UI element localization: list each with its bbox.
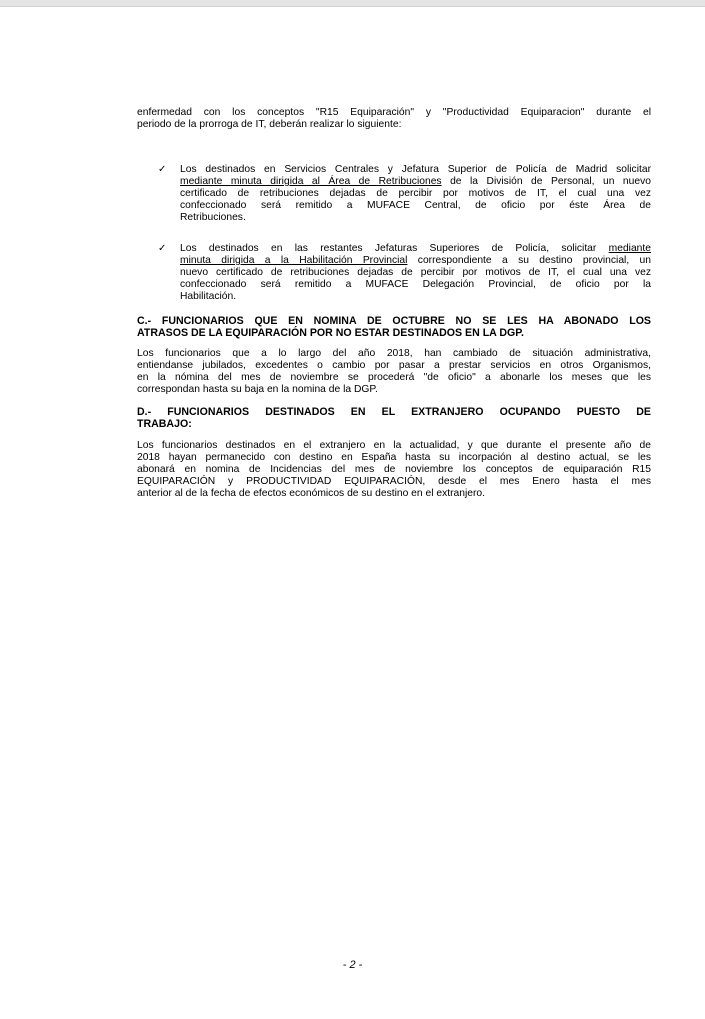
- bullet-line: [180, 176, 651, 188]
- bullet-line: [180, 212, 651, 224]
- underlined-text: minuta dirigida a la Habilitación Provincial: [180, 255, 408, 266]
- viewer-top-bar: [0, 0, 705, 7]
- intro-line: enfermedad con los conceptos "R15 Equiparación" y "Productividad Equiparacion" durante el: [137, 107, 651, 118]
- section-c-line: Los funcionarios que a lo largo del año 2018, han cambiado de situación administrativa,: [137, 348, 651, 359]
- bullet-text: certificado de retribuciones dejadas de percibir por motivos de IT, el cual una vez: [180, 188, 651, 199]
- bullet-text: confeccionado será remitido a MUFACE Central, de oficio por éste Área de: [180, 200, 651, 211]
- section-c-line: en la nómina del mes de noviembre se procederá "de oficio" a abonarle los meses que les: [137, 372, 651, 383]
- page-number: - 2 -: [342, 959, 363, 971]
- section-d-line: EQUIPARACIÓN y PRODUCTIVIDAD EQUIPARACIÓN, desde el mes Enero hasta el mes: [137, 476, 651, 487]
- bullet-text: Los destinados en Servicios Centrales y Jefatura Superior de Policía de Madrid solicitar: [180, 164, 651, 175]
- bullet-line: [180, 255, 651, 267]
- bullet-text: Habilitación.: [180, 291, 237, 302]
- checkmark-icon: ✓: [158, 164, 167, 175]
- section-d-line: anterior al de la fecha de efectos económicos de su destino en el extranjero.: [137, 488, 486, 499]
- section-c-heading: C.- FUNCIONARIOS QUE EN NOMINA DE OCTUBRE NO SE LES HA ABONADO LOS: [137, 315, 651, 327]
- bullet-line: [180, 291, 651, 303]
- bullet-text: Los destinados en las restantes Jefaturas Superiores de Policía, solicitar: [180, 243, 609, 254]
- section-d-heading: D.- FUNCIONARIOS DESTINADOS EN EL EXTRANJERO OCUPANDO PUESTO DE: [137, 406, 651, 418]
- bullet-line: [180, 164, 651, 176]
- section-d-line: abonará en nomina de Incidencias del mes de noviembre los conceptos de equiparación R15: [137, 464, 651, 475]
- section-d-heading: TRABAJO:: [137, 418, 192, 430]
- document-page: [0, 7, 705, 1019]
- underlined-text: mediante: [608, 243, 651, 254]
- bullet-line: [180, 188, 651, 200]
- section-c-line: correspondan hasta su baja en la nomina de la DGP.: [137, 384, 378, 395]
- underlined-text: mediante minuta dirigida al Área de Retribuciones: [180, 176, 442, 187]
- bullet-line: [180, 243, 651, 255]
- section-d-line: 2018 hayan permanecido con destino en España hasta su incorpación al destino actual, se les: [137, 452, 651, 463]
- bullet-line: [180, 200, 651, 212]
- bullet-line: [180, 279, 651, 291]
- bullet-text: confeccionado será remitido a MUFACE Delegación Provincial, de oficio por la: [180, 279, 651, 290]
- bullet-text: correspondiente a su destino provincial, un: [407, 255, 651, 266]
- bullet-text: nuevo certificado de retribuciones dejadas de percibir por motivos de IT, el cual una vez: [180, 267, 651, 278]
- intro-line: periodo de la prorroga de IT, deberán realizar lo siguiente:: [137, 119, 402, 130]
- bullet-text: Retribuciones.: [180, 212, 246, 223]
- section-c-heading: ATRASOS DE LA EQUIPARACIÓN POR NO ESTAR DESTINADOS EN LA DGP.: [137, 327, 524, 339]
- section-c-line: entiendanse jubilados, excedentes o cambio por pasar a prestar servicios en otros Organismos,: [137, 360, 651, 371]
- checkmark-icon: ✓: [158, 243, 167, 254]
- bullet-line: [180, 267, 651, 279]
- section-d-line: Los funcionarios destinados en el extranjero en la actualidad, y que durante el presente año de: [137, 440, 651, 451]
- bullet-text: de la División de Personal, un nuevo: [441, 176, 651, 187]
